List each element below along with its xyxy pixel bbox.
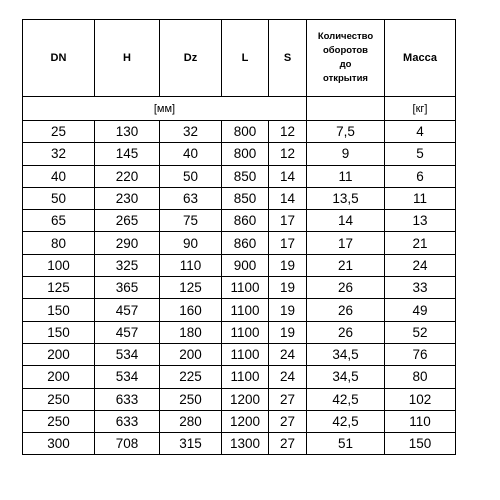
cell-turns: 17 bbox=[307, 232, 385, 254]
cell-h: 230 bbox=[95, 187, 160, 209]
cell-s: 19 bbox=[269, 277, 307, 299]
cell-h: 534 bbox=[95, 343, 160, 365]
cell-mass: 11 bbox=[385, 187, 456, 209]
cell-mass: 52 bbox=[385, 321, 456, 343]
table-row bbox=[23, 165, 456, 187]
cell-dn: 25 bbox=[23, 121, 95, 143]
table-row bbox=[23, 143, 456, 165]
cell-mass: 6 bbox=[385, 165, 456, 187]
cell-h: 220 bbox=[95, 165, 160, 187]
header-turns-line-3: до bbox=[339, 59, 352, 70]
cell-s: 24 bbox=[269, 343, 307, 365]
cell-h: 633 bbox=[95, 410, 160, 432]
cell-turns: 21 bbox=[307, 254, 385, 276]
cell-dn: 300 bbox=[23, 433, 95, 455]
cell-turns: 34,5 bbox=[307, 366, 385, 388]
cell-mass: 49 bbox=[385, 299, 456, 321]
cell-s: 19 bbox=[269, 299, 307, 321]
cell-turns: 13,5 bbox=[307, 187, 385, 209]
cell-l: 1200 bbox=[222, 388, 269, 410]
cell-h: 365 bbox=[95, 277, 160, 299]
cell-s: 19 bbox=[269, 254, 307, 276]
cell-turns: 7,5 bbox=[307, 121, 385, 143]
header-row bbox=[23, 20, 456, 97]
unit-kg: [кг] bbox=[385, 97, 456, 121]
cell-h: 325 bbox=[95, 254, 160, 276]
header-l: L bbox=[222, 20, 269, 97]
cell-dz: 32 bbox=[160, 121, 222, 143]
cell-h: 633 bbox=[95, 388, 160, 410]
table-row bbox=[23, 343, 456, 365]
cell-dn: 200 bbox=[23, 343, 95, 365]
cell-mass: 5 bbox=[385, 143, 456, 165]
header-mass: Масса bbox=[385, 20, 456, 97]
cell-mass: 80 bbox=[385, 366, 456, 388]
cell-dn: 125 bbox=[23, 277, 95, 299]
header-turns-line-1: Количество bbox=[317, 31, 374, 42]
cell-dz: 250 bbox=[160, 388, 222, 410]
cell-dn: 150 bbox=[23, 299, 95, 321]
table-body bbox=[23, 121, 456, 455]
cell-l: 850 bbox=[222, 165, 269, 187]
cell-turns: 11 bbox=[307, 165, 385, 187]
cell-l: 1100 bbox=[222, 321, 269, 343]
cell-s: 12 bbox=[269, 143, 307, 165]
cell-turns: 42,5 bbox=[307, 410, 385, 432]
table-row bbox=[23, 433, 456, 455]
table-row bbox=[23, 187, 456, 209]
cell-h: 708 bbox=[95, 433, 160, 455]
specifications-table bbox=[22, 19, 456, 455]
cell-turns: 51 bbox=[307, 433, 385, 455]
cell-turns: 34,5 bbox=[307, 343, 385, 365]
cell-turns: 42,5 bbox=[307, 388, 385, 410]
cell-dz: 125 bbox=[160, 277, 222, 299]
cell-dz: 160 bbox=[160, 299, 222, 321]
header-dz: Dz bbox=[160, 20, 222, 97]
cell-dz: 280 bbox=[160, 410, 222, 432]
cell-dz: 40 bbox=[160, 143, 222, 165]
cell-l: 1100 bbox=[222, 366, 269, 388]
cell-turns: 14 bbox=[307, 210, 385, 232]
cell-turns: 9 bbox=[307, 143, 385, 165]
cell-dz: 315 bbox=[160, 433, 222, 455]
cell-l: 800 bbox=[222, 143, 269, 165]
table-row bbox=[23, 121, 456, 143]
table-row bbox=[23, 366, 456, 388]
cell-h: 457 bbox=[95, 299, 160, 321]
cell-s: 12 bbox=[269, 121, 307, 143]
header-turns-line-2: оборотов bbox=[322, 45, 368, 56]
cell-s: 24 bbox=[269, 366, 307, 388]
units-row bbox=[23, 97, 456, 121]
cell-mass: 21 bbox=[385, 232, 456, 254]
cell-mass: 110 bbox=[385, 410, 456, 432]
cell-h: 457 bbox=[95, 321, 160, 343]
cell-mass: 76 bbox=[385, 343, 456, 365]
cell-l: 900 bbox=[222, 254, 269, 276]
table-row bbox=[23, 232, 456, 254]
cell-mass: 33 bbox=[385, 277, 456, 299]
cell-dn: 200 bbox=[23, 366, 95, 388]
cell-h: 130 bbox=[95, 121, 160, 143]
cell-dz: 225 bbox=[160, 366, 222, 388]
table-row bbox=[23, 321, 456, 343]
cell-l: 1300 bbox=[222, 433, 269, 455]
unit-mm: [мм] bbox=[23, 97, 307, 121]
table-row bbox=[23, 388, 456, 410]
cell-l: 1100 bbox=[222, 277, 269, 299]
table-row bbox=[23, 210, 456, 232]
cell-dz: 200 bbox=[160, 343, 222, 365]
table-row bbox=[23, 277, 456, 299]
cell-mass: 24 bbox=[385, 254, 456, 276]
table-row bbox=[23, 254, 456, 276]
cell-dn: 150 bbox=[23, 321, 95, 343]
cell-s: 27 bbox=[269, 433, 307, 455]
cell-turns: 26 bbox=[307, 321, 385, 343]
table-row bbox=[23, 410, 456, 432]
cell-dn: 50 bbox=[23, 187, 95, 209]
cell-h: 265 bbox=[95, 210, 160, 232]
cell-l: 1100 bbox=[222, 343, 269, 365]
cell-s: 14 bbox=[269, 187, 307, 209]
cell-turns: 26 bbox=[307, 277, 385, 299]
header-turns-to-open bbox=[307, 20, 385, 97]
cell-mass: 102 bbox=[385, 388, 456, 410]
cell-dz: 180 bbox=[160, 321, 222, 343]
cell-dn: 250 bbox=[23, 410, 95, 432]
cell-s: 27 bbox=[269, 410, 307, 432]
cell-dn: 65 bbox=[23, 210, 95, 232]
header-dn: DN bbox=[23, 20, 95, 97]
cell-l: 850 bbox=[222, 187, 269, 209]
cell-s: 17 bbox=[269, 232, 307, 254]
cell-s: 27 bbox=[269, 388, 307, 410]
header-turns-line-4: открытия bbox=[323, 73, 368, 84]
cell-s: 19 bbox=[269, 321, 307, 343]
cell-dn: 250 bbox=[23, 388, 95, 410]
cell-dz: 110 bbox=[160, 254, 222, 276]
cell-dz: 63 bbox=[160, 187, 222, 209]
unit-empty bbox=[307, 97, 385, 121]
cell-h: 145 bbox=[95, 143, 160, 165]
cell-dn: 40 bbox=[23, 165, 95, 187]
cell-mass: 150 bbox=[385, 433, 456, 455]
cell-h: 290 bbox=[95, 232, 160, 254]
cell-dn: 100 bbox=[23, 254, 95, 276]
cell-s: 17 bbox=[269, 210, 307, 232]
cell-dn: 32 bbox=[23, 143, 95, 165]
cell-l: 1200 bbox=[222, 410, 269, 432]
cell-dz: 90 bbox=[160, 232, 222, 254]
header-s: S bbox=[269, 20, 307, 97]
cell-s: 14 bbox=[269, 165, 307, 187]
table-row bbox=[23, 299, 456, 321]
cell-dz: 75 bbox=[160, 210, 222, 232]
cell-l: 1100 bbox=[222, 299, 269, 321]
cell-l: 860 bbox=[222, 210, 269, 232]
cell-dn: 80 bbox=[23, 232, 95, 254]
cell-l: 800 bbox=[222, 121, 269, 143]
cell-turns: 26 bbox=[307, 299, 385, 321]
cell-dz: 50 bbox=[160, 165, 222, 187]
cell-mass: 4 bbox=[385, 121, 456, 143]
cell-h: 534 bbox=[95, 366, 160, 388]
cell-mass: 13 bbox=[385, 210, 456, 232]
cell-l: 860 bbox=[222, 232, 269, 254]
header-h: H bbox=[95, 20, 160, 97]
